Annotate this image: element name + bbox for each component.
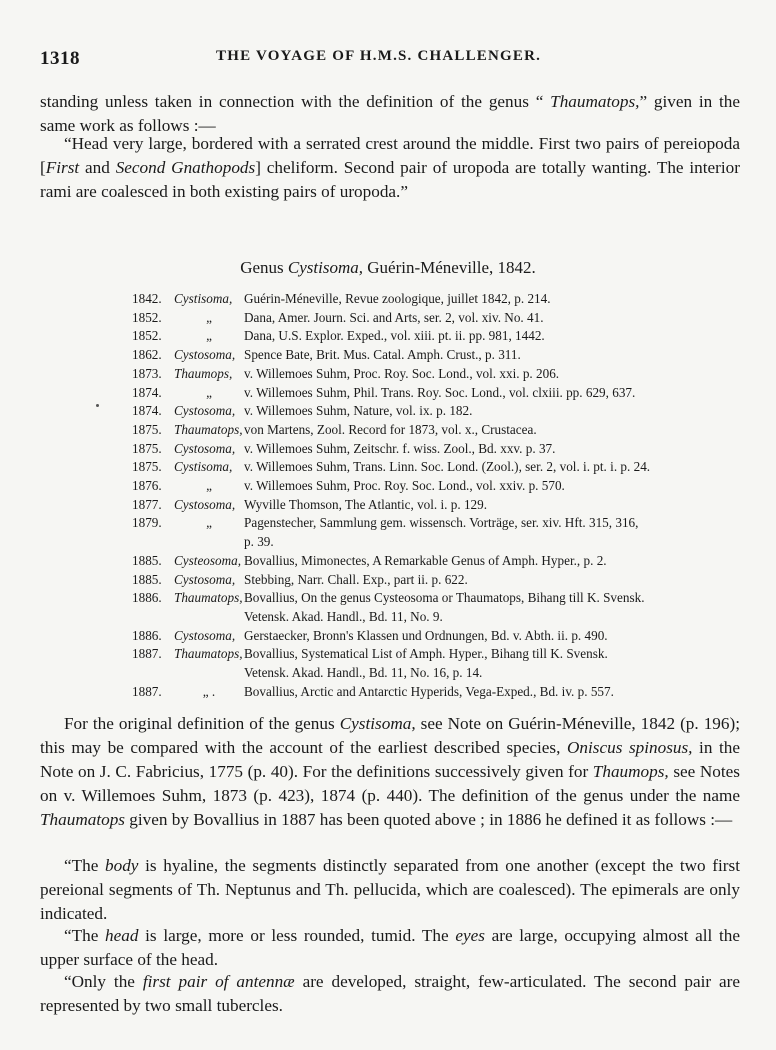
genus-heading: Genus Cystisoma, Guérin-Méneville, 1842. [240, 258, 536, 277]
body-paragraph-4: “Only the first pair of antennæ are developed, straight, few-articulated. The second pair are represented by two small tubercles. [40, 972, 740, 1015]
synonymy-genus-name: Cystisoma, [174, 291, 233, 306]
reference-text: v. Willemoes Suhm, Zeitschr. f. wiss. Zool., Bd. xxv. p. 37. [244, 440, 556, 456]
reference-text: Dana, Amer. Journ. Sci. and Arts, ser. 2, vol. xiv. No. 41. [244, 309, 544, 325]
synonymy-year: 1875. [132, 421, 162, 437]
page-header [40, 44, 740, 72]
synonymy-genus-name: Cystosoma, [174, 403, 236, 419]
synonymy-reference [244, 384, 732, 403]
ditto-mark: „ [206, 309, 212, 325]
ditto-mark: „ [206, 328, 212, 344]
reference-text: Bovallius, On the genus Cysteosoma or Thaumatops, Bihang till K. Svensk. [244, 590, 645, 606]
reference-continuation: p. 39. [244, 534, 274, 550]
synonymy-entry [132, 514, 732, 551]
intro-paragraph: standing unless taken in connection with the definition of the genus “ Thaumatops,” given in the same work as follows :— [40, 92, 740, 135]
synonymy-year: 1874. [132, 403, 162, 419]
ditto-mark: „ [206, 478, 212, 494]
synonymy-entry [132, 627, 732, 646]
synonymy-genus-name: Cystosoma, [174, 496, 236, 512]
synonymy-reference [244, 365, 732, 384]
synonymy-entry [132, 309, 732, 328]
synonymy-genus-name: Cystosoma, [174, 440, 236, 456]
genus-name: Thaumatops, [550, 92, 640, 111]
synonymy-reference [244, 627, 732, 646]
body-paragraph-3: “The head is large, more or less rounded, tumid. The eyes are large, occupying almost all the upper surface of the head. [40, 926, 740, 969]
synonymy-entry [132, 365, 732, 384]
synonymy-year: 1876. [132, 478, 162, 494]
ditto-mark: „ [206, 384, 212, 400]
synonymy-entry [132, 645, 732, 682]
synonymy-year: 1862. [132, 347, 162, 363]
body-paragraph-2: “The body is hyaline, the segments distinctly separated from one another (except the two first pereional segments of Th. Neptunus and Th. pellucida, which are coalesced). The epimerals are only indicated. [40, 856, 740, 923]
synonymy-year: 1879. [132, 515, 162, 531]
synonymy-genus-name: Cystosoma, [174, 627, 236, 643]
synonymy-genus-name: Cystosoma, [174, 571, 236, 587]
synonymy-year: 1887. [132, 683, 162, 699]
reference-text: v. Willemoes Suhm, Proc. Roy. Soc. Lond., vol. xxi. p. 206. [244, 365, 560, 381]
synonymy-reference [244, 327, 732, 346]
reference-text: Pagenstecher, Sammlung gem. wissensch. Vorträge, ser. xiv. Hft. 315, 316, [244, 515, 639, 531]
genus-heading-name: Cystisoma, [287, 258, 363, 277]
reference-text: Bovallius, Arctic and Antarctic Hyperids, Vega-Exped., Bd. iv. p. 557. [244, 683, 614, 699]
synonymy-entry [132, 683, 732, 702]
reference-text: Dana, U.S. Explor. Exped., vol. xiii. pt. ii. pp. 981, 1442. [244, 328, 545, 344]
synonymy-year: 1886. [132, 590, 162, 606]
synonymy-entry [132, 327, 732, 346]
synonymy-list [132, 290, 732, 701]
reference-text: v. Willemoes Suhm, Proc. Roy. Soc. Lond., vol. xxiv. p. 570. [244, 478, 565, 494]
synonymy-entry [132, 290, 732, 309]
synonymy-entry [132, 589, 732, 626]
synonymy-reference [244, 402, 732, 421]
synonymy-year: 1885. [132, 571, 162, 587]
synonymy-genus-name: Cysteosoma, [174, 552, 242, 568]
synonymy-year: 1874. [132, 384, 162, 400]
reference-text: Bovallius, Mimonectes, A Remarkable Genus of Amph. Hyper., p. 2. [244, 552, 607, 568]
synonymy-entry [132, 477, 732, 496]
running-title: THE VOYAGE OF H.M.S. CHALLENGER. [216, 48, 542, 64]
synonymy-year: 1875. [132, 440, 162, 456]
synonymy-entry [132, 402, 732, 421]
reference-text: Stebbing, Narr. Chall. Exp., part ii. p. 622. [244, 571, 468, 587]
synonymy-genus-name: Thaumatops, [174, 590, 243, 606]
synonymy-entry [132, 496, 732, 515]
synonymy-entry [132, 571, 732, 590]
synonymy-genus-name: Thaumatops, [174, 646, 243, 662]
synonymy-entry [132, 346, 732, 365]
synonymy-reference [244, 440, 732, 459]
synonymy-reference [244, 290, 732, 309]
synonymy-year: 1875. [132, 459, 162, 475]
synonymy-reference [244, 589, 732, 626]
body-paragraph-1: For the original definition of the genus Cystisoma, see Note on Guérin-Méneville, 1842 (p. 196); this may be compared with the account of the earliest described species, Oniscus spinosus, in the Note on J. C. Fabricius, 1775 (p. 40). For the definitions successively given for Thaumops, see Notes on v. Willemoes Suhm, 1873 (p. 423), 1874 (p. 440). The definition of the genus under the name Thaumatops given by Bovallius in 1887 has been quoted above ; in 1886 he defined it as follows :— [40, 714, 740, 829]
reference-text: v. Willemoes Suhm, Nature, vol. ix. p. 182. [244, 403, 473, 419]
synonymy-entry [132, 421, 732, 440]
reference-text: Wyville Thomson, The Atlantic, vol. i. p. 129. [244, 496, 488, 512]
ditto-mark: „ . [202, 683, 216, 699]
synonymy-reference [244, 458, 732, 477]
synonymy-year: 1886. [132, 627, 162, 643]
synonymy-reference [244, 552, 732, 571]
synonymy-reference [244, 683, 732, 702]
synonymy-genus-name: Thaumatops, [174, 421, 243, 437]
synonymy-entry [132, 552, 732, 571]
synonymy-reference [244, 571, 732, 590]
synonymy-year: 1852. [132, 328, 162, 344]
synonymy-genus-name: Thaumops, [174, 365, 233, 381]
synonymy-entry [132, 458, 732, 477]
quoted-definition: “Head very large, bordered with a serrated crest around the middle. First two pairs of pereiopoda [First and Second Gnathopods] cheliform. Second pair of uropoda are totally wanting. The interior rami are coalesced in both existing pairs of uropoda.” [40, 134, 740, 201]
synonymy-year: 1842. [132, 291, 162, 306]
reference-text: Gerstaecker, Bronn's Klassen und Ordnungen, Bd. v. Abth. ii. p. 490. [244, 627, 608, 643]
reference-text: von Martens, Zool. Record for 1873, vol. x., Crustacea. [244, 421, 537, 437]
synonymy-reference [244, 477, 732, 496]
synonymy-year: 1852. [132, 309, 162, 325]
reference-text: Guérin-Méneville, Revue zoologique, juillet 1842, p. 214. [244, 291, 551, 306]
reference-text: Spence Bate, Brit. Mus. Catal. Amph. Crust., p. 311. [244, 347, 521, 363]
reference-continuation: Vetensk. Akad. Handl., Bd. 11, No. 16, p. 14. [244, 665, 483, 681]
synonymy-entry [132, 384, 732, 403]
synonymy-reference [244, 496, 732, 515]
synonymy-reference [244, 645, 732, 682]
ditto-mark: „ [206, 515, 212, 531]
synonymy-genus-name: Cystisoma, [174, 459, 233, 475]
synonymy-entry [132, 440, 732, 459]
reference-continuation: Vetensk. Akad. Handl., Bd. 11, No. 9. [244, 608, 443, 624]
synonymy-year: 1877. [132, 496, 162, 512]
reference-text: Bovallius, Systematical List of Amph. Hyper., Bihang till K. Svensk. [244, 646, 608, 662]
synonymy-reference [244, 421, 732, 440]
synonymy-year: 1885. [132, 552, 162, 568]
synonymy-year: 1873. [132, 365, 162, 381]
reference-text: v. Willemoes Suhm, Trans. Linn. Soc. Lond. (Zool.), ser. 2, vol. i. pt. i. p. 24. [244, 459, 651, 475]
synonymy-genus-name: Cystosoma, [174, 347, 236, 363]
synonymy-year: 1887. [132, 646, 162, 662]
synonymy-reference [244, 309, 732, 328]
synonymy-reference [244, 346, 732, 365]
synonymy-reference [244, 514, 732, 551]
reference-text: v. Willemoes Suhm, Phil. Trans. Roy. Soc. Lond., vol. clxiii. pp. 629, 637. [244, 384, 636, 400]
margin-dot [96, 404, 99, 407]
page-number: 1318 [40, 48, 80, 69]
